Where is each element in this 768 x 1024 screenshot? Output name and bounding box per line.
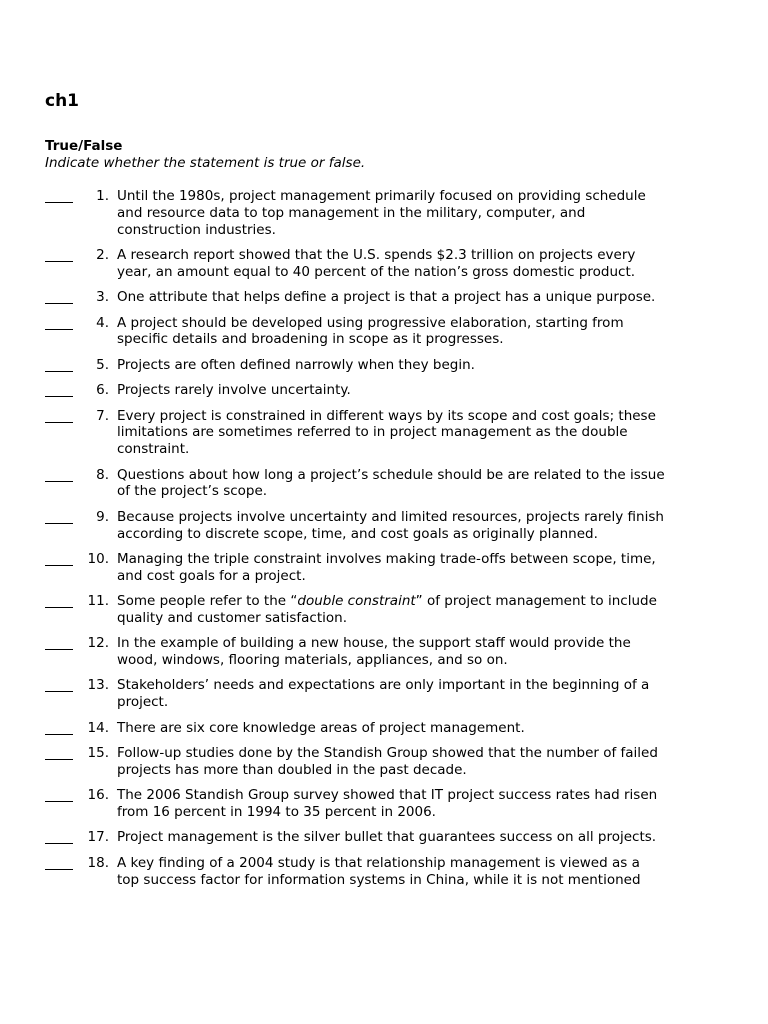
- question-text-part: ” of project management to include quality and customer satisfaction.: [117, 593, 657, 626]
- answer-blank[interactable]: [45, 677, 73, 692]
- question-text: Because projects involve uncertainty and limited resources, projects rarely finish according to discrete scope, time, and cost goals as originally planned.: [117, 508, 664, 542]
- question-number: 8.: [96, 466, 109, 483]
- question-item: [45, 467, 665, 501]
- question-number: 7.: [96, 407, 109, 424]
- chapter-title: ch1: [45, 91, 80, 111]
- question-number: 13.: [87, 677, 109, 694]
- answer-blank[interactable]: [45, 720, 73, 735]
- question-number: 12.: [87, 635, 109, 652]
- question-text-emphasis: double constraint: [297, 593, 416, 610]
- answer-blank[interactable]: [45, 315, 73, 330]
- question-item: [45, 382, 665, 399]
- question-number: 11.: [87, 593, 109, 610]
- question-item: [45, 745, 665, 779]
- question-number: 17.: [87, 829, 109, 846]
- question-list: [45, 188, 665, 897]
- question-text: A research report showed that the U.S. spends $2.3 trillion on projects every year, an amount equal to 40 percent of the nation’s gross domestic product.: [117, 246, 636, 280]
- question-item: [45, 593, 665, 627]
- question-text: Stakeholders’ needs and expectations are only important in the beginning of a project.: [117, 677, 650, 711]
- question-item: [45, 247, 665, 281]
- question-text: In the example of building a new house, the support staff would provide the wood, windows, flooring materials, appliances, and so on.: [117, 635, 631, 669]
- question-item: [45, 357, 665, 374]
- question-item: [45, 720, 665, 737]
- question-text: Questions about how long a project’s schedule should be are related to the issue of the project’s scope.: [117, 466, 665, 500]
- answer-blank[interactable]: [45, 289, 73, 304]
- question-number: 14.: [87, 719, 109, 736]
- question-text: Projects are often defined narrowly when they begin.: [117, 356, 475, 373]
- answer-blank[interactable]: [45, 467, 73, 482]
- answer-blank[interactable]: [45, 509, 73, 524]
- answer-blank[interactable]: [45, 551, 73, 566]
- question-text: A project should be developed using progressive elaboration, starting from specific details and broadening in scope as it progresses.: [117, 314, 624, 348]
- question-item: [45, 289, 665, 306]
- question-number: 1.: [96, 188, 109, 204]
- question-number: 4.: [96, 314, 109, 331]
- question-text: One attribute that helps define a project is that a project has a unique purpose.: [117, 289, 656, 306]
- question-number: 2.: [96, 246, 109, 263]
- answer-blank[interactable]: [45, 635, 73, 650]
- question-number: 5.: [96, 356, 109, 373]
- answer-blank[interactable]: [45, 593, 73, 608]
- question-text: There are six core knowledge areas of project management.: [117, 719, 525, 736]
- answer-blank[interactable]: [45, 745, 73, 760]
- question-item: [45, 188, 665, 238]
- question-item: [45, 829, 665, 846]
- question-text: Until the 1980s, project management primarily focused on providing schedule and resource data to top management in the military, computer, and construction industries.: [117, 188, 646, 238]
- question-item: [45, 635, 665, 669]
- answer-blank[interactable]: [45, 408, 73, 423]
- answer-blank[interactable]: [45, 382, 73, 397]
- question-text: The 2006 Standish Group survey showed that IT project success rates had risen from 16 percent in 1994 to 35 percent in 2006.: [117, 787, 658, 821]
- answer-blank[interactable]: [45, 855, 73, 870]
- question-text-part: Some people refer to the “: [117, 593, 298, 610]
- question-text: Every project is constrained in different ways by its scope and cost goals; these limitations are sometimes referred to in project management as the double constraint.: [117, 407, 656, 458]
- answer-blank[interactable]: [45, 357, 73, 372]
- question-item: [45, 677, 665, 711]
- question-item: [45, 855, 665, 889]
- question-text: Follow-up studies done by the Standish Group showed that the number of failed projects has more than doubled in the past decade.: [117, 745, 658, 778]
- question-number: 6.: [96, 382, 109, 399]
- question-number: 18.: [87, 854, 109, 871]
- question-number: 16.: [87, 787, 109, 804]
- answer-blank[interactable]: [45, 247, 73, 262]
- question-item: [45, 408, 665, 458]
- question-number: 15.: [87, 745, 109, 762]
- answer-blank[interactable]: [45, 787, 73, 802]
- question-number: 10.: [87, 550, 109, 567]
- question-item: [45, 315, 665, 349]
- question-text: A key finding of a 2004 study is that relationship management is viewed as a top success factor for information systems in China, while it is not mentioned: [117, 854, 641, 888]
- question-text: [113, 593, 665, 627]
- section-title: True/False: [45, 138, 123, 154]
- question-text: Managing the triple constraint involves making trade-offs between scope, time, and cost goals for a project.: [117, 550, 656, 584]
- question-item: [45, 509, 665, 543]
- question-number: 3.: [96, 289, 109, 306]
- question-number: 9.: [96, 508, 109, 525]
- question-item: [45, 551, 665, 585]
- question-item: [45, 787, 665, 821]
- question-text: Project management is the silver bullet that guarantees success on all projects.: [117, 829, 657, 846]
- question-text: Projects rarely involve uncertainty.: [117, 382, 351, 399]
- answer-blank[interactable]: [45, 829, 73, 844]
- answer-blank[interactable]: [45, 188, 73, 203]
- instructions: Indicate whether the statement is true or false.: [45, 155, 366, 171]
